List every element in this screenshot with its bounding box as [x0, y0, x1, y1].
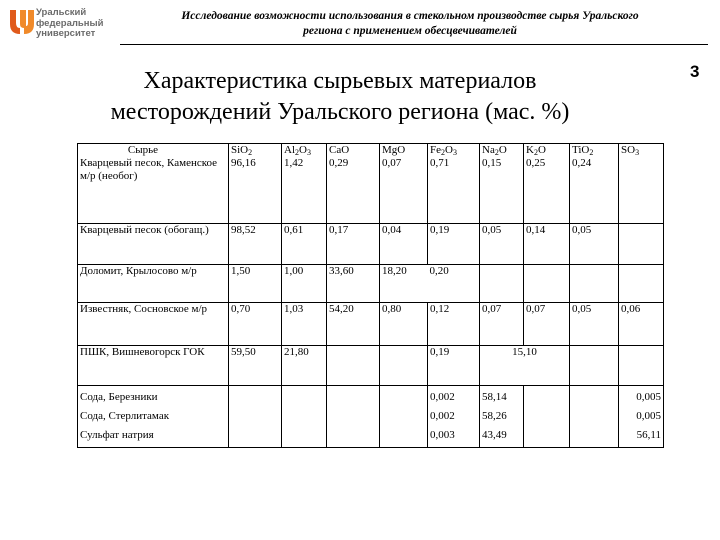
- row-label: ПШК, Вишневогорск ГОК: [80, 346, 205, 358]
- table-cell: [619, 386, 664, 448]
- cell-value: 0,07: [482, 303, 502, 315]
- formula-subscript: 2: [441, 148, 445, 157]
- formula-subscript: 3: [635, 148, 640, 157]
- university-logo: [6, 6, 116, 42]
- formula-subscript: 2: [533, 148, 538, 157]
- title-line-2: месторождений Уральского региона (мас. %): [110, 99, 570, 125]
- table-cell: [282, 144, 327, 224]
- formula-subscript: 2: [494, 148, 499, 157]
- slide-number: 3: [690, 62, 700, 81]
- table-cell: [428, 144, 480, 224]
- header-line-1: Исследование возможности использования в стекольном производстве сырья Уральского: [181, 10, 639, 22]
- formula-subscript: 3: [452, 148, 457, 157]
- table-cell: [570, 346, 619, 386]
- table-cell: [570, 386, 619, 448]
- table-cell: [380, 386, 428, 448]
- table-cell: [524, 386, 570, 448]
- formula-part: TiO: [572, 144, 590, 156]
- cell-value: 0,19: [430, 346, 450, 358]
- table-cell: [229, 224, 282, 265]
- row-label-cell: [78, 265, 229, 303]
- table-cell: [480, 386, 524, 448]
- table-cell: [229, 386, 282, 448]
- table-cell: [327, 346, 380, 386]
- cell-value: 0,29: [329, 157, 349, 169]
- cell-value: 1,00: [284, 265, 304, 277]
- table-cell: [229, 265, 282, 303]
- cell-value: 0,19: [430, 224, 450, 236]
- title-line-1: Характеристика сырьевых материалов: [143, 68, 537, 94]
- table-cell: [619, 224, 664, 265]
- column-header-formula: [572, 144, 593, 156]
- cell-value: 21,80: [284, 346, 309, 358]
- formula-part: Fe: [430, 144, 441, 156]
- column-header-formula: [526, 144, 546, 156]
- logo-line: университет: [36, 28, 96, 39]
- cell-value: 58,14: [482, 391, 507, 403]
- row-label-cell: [78, 386, 229, 448]
- cell-value: 58,26: [482, 410, 507, 422]
- table-cell: [327, 303, 380, 346]
- table-cell: [380, 303, 428, 346]
- formula-part: K: [526, 144, 534, 156]
- cell-value: 0,005: [636, 391, 661, 403]
- row-label-cell: [78, 144, 229, 224]
- column-header-formula: [382, 144, 405, 156]
- formula-part: O: [498, 144, 507, 156]
- table-cell: [570, 224, 619, 265]
- cell-value: 0,003: [430, 429, 455, 441]
- cell-value: 0,61: [284, 224, 304, 236]
- slide-title: [60, 66, 620, 128]
- header-divider: [120, 44, 708, 45]
- table-cell: [570, 303, 619, 346]
- cell-value: 96,16: [231, 157, 256, 169]
- table-cell: [428, 224, 480, 265]
- cell-value: 0,17: [329, 224, 349, 236]
- cell-value: 0,005: [636, 410, 661, 422]
- table-row: [78, 386, 664, 448]
- table-cell: [282, 265, 327, 303]
- table-cell: [327, 265, 380, 303]
- cell-value: 0,05: [482, 224, 502, 236]
- row-label: Доломит, Крылосово м/р: [80, 265, 197, 277]
- cell-value: 1,03: [284, 303, 304, 315]
- cell-value: 15,10: [512, 346, 537, 358]
- cell-value: 0,04: [382, 224, 402, 236]
- row-label: Сода, Березники: [80, 391, 158, 403]
- table-cell: [524, 303, 570, 346]
- column-header-formula: [430, 144, 457, 156]
- formula-part: MgO: [382, 144, 406, 156]
- header-line-2: региона с применением обесцвечивателей: [303, 25, 517, 37]
- column-header-raw-material: Сырье: [127, 144, 159, 156]
- table-cell: [229, 144, 282, 224]
- logo-line: федеральный: [36, 17, 104, 29]
- cell-value: 0,70: [231, 303, 251, 315]
- row-label-cell: [78, 303, 229, 346]
- logo-line: Уральский: [36, 7, 87, 18]
- table-row: [78, 265, 664, 303]
- cell-value: 0,25: [526, 157, 546, 169]
- table-cell: [282, 386, 327, 448]
- table-cell: [229, 346, 282, 386]
- cell-value: 33,60: [329, 265, 354, 277]
- column-header-formula: [329, 144, 349, 156]
- formula-subscript: 2: [295, 148, 299, 157]
- table-cell: [229, 303, 282, 346]
- formula-part: O: [299, 144, 307, 156]
- table-row: [78, 303, 664, 346]
- cell-value: 56,11: [636, 429, 661, 441]
- table-cell: [428, 265, 480, 303]
- cell-value: 0,07: [382, 157, 402, 169]
- table-row: [78, 346, 664, 386]
- cell-value: 0,06: [621, 303, 641, 315]
- cell-value: 0,71: [430, 157, 450, 169]
- cell-value: 54,20: [329, 303, 354, 315]
- table-cell: [282, 224, 327, 265]
- slide-header: [120, 9, 700, 39]
- urfu-logo-icon: [6, 6, 38, 38]
- table-cell: [380, 265, 428, 303]
- formula-subscript: 3: [306, 148, 311, 157]
- table-cell: [480, 303, 524, 346]
- column-header-formula: [482, 144, 507, 156]
- cell-value: 1,50: [231, 265, 251, 277]
- formula-part: O: [537, 144, 546, 156]
- cell-value: 98,52: [231, 224, 256, 236]
- row-label: Кварцевый песок (обогащ.): [80, 224, 209, 236]
- table-row: [78, 144, 664, 224]
- cell-value: 0,24: [572, 157, 592, 169]
- cell-value: 0,20: [429, 265, 449, 277]
- cell-value: 0,07: [526, 303, 546, 315]
- table-cell: [480, 265, 524, 303]
- row-label-cell: [78, 346, 229, 386]
- materials-table: [77, 143, 664, 448]
- table-cell: [480, 224, 524, 265]
- formula-subscript: 2: [248, 148, 253, 157]
- column-header-formula: [231, 144, 252, 156]
- cell-value: 0,14: [526, 224, 546, 236]
- formula-part: SiO: [231, 144, 249, 156]
- table-cell: [428, 303, 480, 346]
- table-cell: [327, 386, 380, 448]
- formula-part: CaO: [329, 144, 350, 156]
- cell-value: 43,49: [482, 429, 507, 441]
- formula-part: SO: [621, 144, 636, 156]
- table-cell: [282, 303, 327, 346]
- cell-value: 0,002: [430, 391, 455, 403]
- table-cell: [619, 303, 664, 346]
- table-cell: [327, 224, 380, 265]
- table-cell: [327, 144, 380, 224]
- row-label-cell: [78, 224, 229, 265]
- column-header-formula: [621, 144, 639, 156]
- table-cell: [282, 346, 327, 386]
- cell-value: 18,20: [382, 265, 407, 277]
- column-header-formula: [284, 144, 311, 156]
- cell-value: 0,05: [572, 224, 592, 236]
- row-label: Сода, Стерлитамак: [80, 410, 170, 422]
- row-label: Сульфат натрия: [80, 429, 154, 441]
- formula-subscript: 2: [589, 148, 594, 157]
- cell-value: 1,42: [284, 157, 304, 169]
- formula-part: O: [445, 144, 453, 156]
- formula-part: Al: [284, 144, 295, 156]
- table-cell: [524, 265, 570, 303]
- cell-value: 0,002: [430, 410, 455, 422]
- cell-value: 0,80: [382, 303, 402, 315]
- table-row: [78, 224, 664, 265]
- table-cell: [570, 265, 619, 303]
- formula-part: Na: [482, 144, 495, 156]
- table-cell: [524, 224, 570, 265]
- table-cell: [619, 346, 664, 386]
- logo-text: [36, 8, 120, 40]
- table-cell: [480, 144, 524, 224]
- table-cell: [380, 224, 428, 265]
- table-cell: [524, 144, 570, 224]
- table-cell: [619, 265, 664, 303]
- row-label: Известняк, Сосновское м/р: [80, 303, 208, 315]
- table-cell: [480, 346, 570, 386]
- cell-value: 0,15: [482, 157, 502, 169]
- cell-value: 0,12: [430, 303, 450, 315]
- cell-value: 59,50: [231, 346, 256, 358]
- table-cell: [380, 144, 428, 224]
- table-body: [78, 144, 664, 448]
- cell-value: 0,05: [572, 303, 592, 315]
- table-cell: [570, 144, 619, 224]
- row-label: Кварцевый песок, Каменское м/р (необог): [80, 157, 218, 182]
- table-cell: [428, 346, 480, 386]
- table-cell: [380, 346, 428, 386]
- table-cell: [428, 386, 480, 448]
- table-cell: [619, 144, 664, 224]
